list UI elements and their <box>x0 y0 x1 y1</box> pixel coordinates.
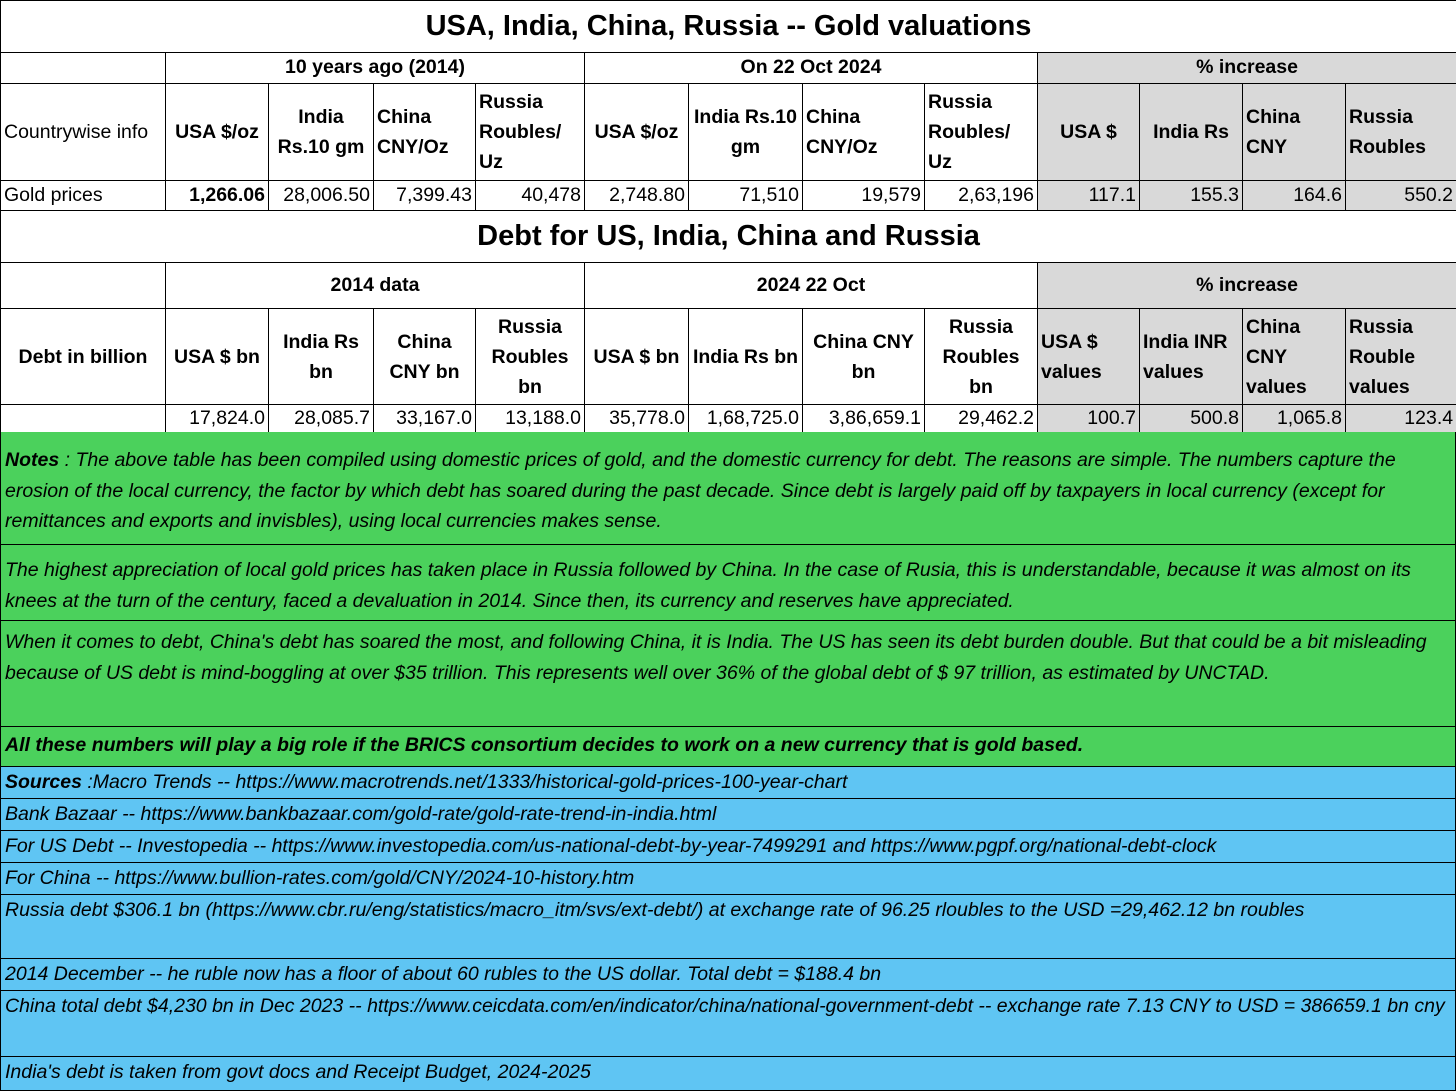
gold-table-title: USA, India, China, Russia -- Gold valuations <box>1 1 1456 53</box>
source-4: For China -- https://www.bullion-rates.com/gold/CNY/2024-10-history.htm <box>0 863 1456 895</box>
notes-section <box>0 432 1456 1091</box>
source-8: India's debt is taken from govt docs and Receipt Budget, 2024-2025 <box>0 1057 1456 1091</box>
gold-group-increase: % increase <box>1038 53 1456 84</box>
gold-table <box>0 0 1456 211</box>
gold-prices-label: Gold prices <box>1 181 166 211</box>
source-1 <box>0 767 1456 799</box>
gold-value: 117.1 <box>1038 181 1140 211</box>
debt-in-billion-label: Debt in billion <box>1 309 166 405</box>
gold-group-2024: On 22 Oct 2024 <box>585 53 1038 84</box>
source-7: China total debt $4,230 bn in Dec 2023 -- https://www.ceicdata.com/en/indicator/china/national-government-debt -- exchange rate 7.13 CNY to USD = 386659.1 bn cny <box>0 991 1456 1057</box>
note-2: The highest appreciation of local gold prices has taken place in Russia followed by China. In the case of Rusia, this is understandable, because it was almost on its knees at the turn of the century, faced a devaluation in 2014. Since then, its currency and reserves have appreciated. <box>0 545 1456 621</box>
note-1-text: : The above table has been compiled using domestic prices of gold, and the domestic currency for debt. The reasons are simple. The numbers capture the erosion of the local currency, the factor by which debt has soared during the past decade. Since debt is largely paid off by taxpayers in local currency (except for remittances and exports and invisbles), using local currencies makes sense. <box>5 449 1396 532</box>
gold-header: Russia Roubles/ Uz <box>925 84 1038 181</box>
gold-header: Russia Roubles <box>1346 84 1456 181</box>
debt-header: India Rs bn <box>689 309 803 405</box>
debt-header: Russia Roubles bn <box>476 309 585 405</box>
countrywise-info-label: Countrywise info <box>1 84 166 181</box>
gold-header: India Rs.10 gm <box>689 84 803 181</box>
gold-header: USA $/oz <box>585 84 689 181</box>
debt-header: China CNY values <box>1243 309 1346 405</box>
gold-header: USA $ <box>1038 84 1140 181</box>
debt-value: 29,462.2 <box>925 405 1038 433</box>
blank-cell <box>1 53 166 84</box>
gold-value: 19,579 <box>803 181 925 211</box>
debt-value: 1,68,725.0 <box>689 405 803 433</box>
debt-header: USA $ values <box>1038 309 1140 405</box>
debt-header: Russia Roubles bn <box>925 309 1038 405</box>
source-2: Bank Bazaar -- https://www.bankbazaar.com/gold-rate/gold-rate-trend-in-india.html <box>0 799 1456 831</box>
gold-group-2014: 10 years ago (2014) <box>166 53 585 84</box>
source-1-text: :Macro Trends -- https://www.macrotrends.net/1333/historical-gold-prices-100-year-chart <box>81 771 848 793</box>
debt-header: India Rs bn <box>269 309 374 405</box>
gold-header: China CNY/Oz <box>803 84 925 181</box>
debt-header: Russia Rouble values <box>1346 309 1456 405</box>
debt-value: 17,824.0 <box>166 405 269 433</box>
debt-header: India INR values <box>1140 309 1243 405</box>
debt-group-increase: % increase <box>1038 263 1456 309</box>
debt-header: USA $ bn <box>166 309 269 405</box>
gold-header: USA $/oz <box>166 84 269 181</box>
note-1 <box>0 432 1456 545</box>
gold-value: 2,63,196 <box>925 181 1038 211</box>
debt-value: 3,86,659.1 <box>803 405 925 433</box>
note-4: All these numbers will play a big role if the BRICS consortium decides to work on a new currency that is gold based. <box>0 727 1456 767</box>
debt-group-2024: 2024 22 Oct <box>585 263 1038 309</box>
gold-header: India Rs.10 gm <box>269 84 374 181</box>
debt-value: 500.8 <box>1140 405 1243 433</box>
source-6: 2014 December -- he ruble now has a floor of about 60 rubles to the US dollar. Total debt = $188.4 bn <box>0 959 1456 991</box>
debt-header: China CNY bn <box>803 309 925 405</box>
blank-cell <box>1 263 166 309</box>
gold-header: China CNY/Oz <box>374 84 476 181</box>
debt-header: USA $ bn <box>585 309 689 405</box>
source-3: For US Debt -- Investopedia -- https://www.investopedia.com/us-national-debt-by-year-7499291 and https://www.pgpf.org/national-debt-clock <box>0 831 1456 863</box>
note-3: When it comes to debt, China's debt has soared the most, and following China, it is India. The US has seen its debt burden double. But that could be a bit misleading because of US debt is mind-boggling at over $35 trillion. This represents well over 36% of the global debt of $ 97 trillion, as estimated by UNCTAD. <box>0 621 1456 727</box>
debt-value: 100.7 <box>1038 405 1140 433</box>
debt-value: 33,167.0 <box>374 405 476 433</box>
gold-value: 40,478 <box>476 181 585 211</box>
gold-value: 164.6 <box>1243 181 1346 211</box>
debt-value: 35,778.0 <box>585 405 689 433</box>
gold-value: 28,006.50 <box>269 181 374 211</box>
source-5: Russia debt $306.1 bn (https://www.cbr.ru/eng/statistics/macro_itm/svs/ext-debt/) at exchange rate of 96.25 rloubles to the USD =29,462.12 bn roubles <box>0 895 1456 959</box>
debt-value: 28,085.7 <box>269 405 374 433</box>
debt-table <box>0 210 1456 433</box>
gold-value: 550.2 <box>1346 181 1456 211</box>
blank-cell <box>1 405 166 433</box>
gold-header: Russia Roubles/ Uz <box>476 84 585 181</box>
gold-header: China CNY <box>1243 84 1346 181</box>
gold-value: 71,510 <box>689 181 803 211</box>
debt-value: 13,188.0 <box>476 405 585 433</box>
debt-value: 123.4 <box>1346 405 1456 433</box>
sources-lead: Sources <box>5 771 82 793</box>
gold-value: 155.3 <box>1140 181 1243 211</box>
debt-group-2014: 2014 data <box>166 263 585 309</box>
notes-lead: Notes <box>5 449 60 471</box>
gold-value: 7,399.43 <box>374 181 476 211</box>
debt-table-title: Debt for US, India, China and Russia <box>1 211 1456 263</box>
gold-header: India Rs <box>1140 84 1243 181</box>
debt-value: 1,065.8 <box>1243 405 1346 433</box>
debt-header: China CNY bn <box>374 309 476 405</box>
gold-value: 1,266.06 <box>166 181 269 211</box>
gold-value: 2,748.80 <box>585 181 689 211</box>
